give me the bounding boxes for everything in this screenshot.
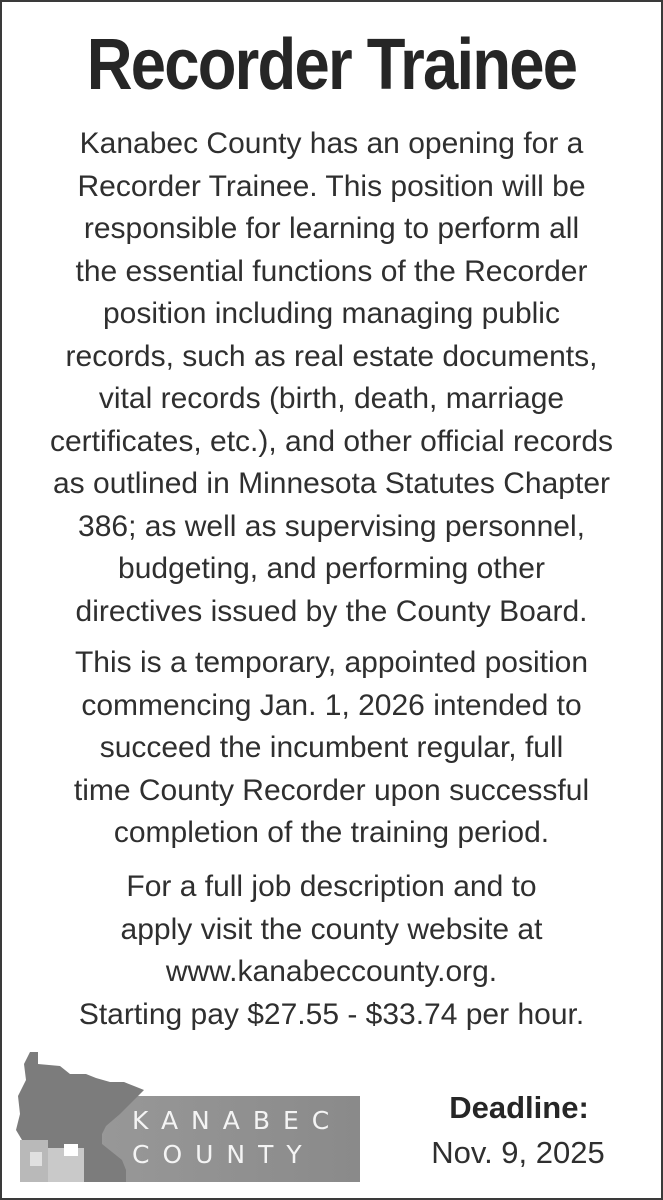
text-line: Kanabec County has an opening for a bbox=[79, 127, 584, 160]
position-terms-paragraph bbox=[16, 642, 647, 855]
text-line: vital records (birth, death, marriage bbox=[98, 382, 565, 415]
deadline-label: Deadline: bbox=[449, 1090, 589, 1125]
ad-title: Recorder Trainee bbox=[86, 25, 577, 105]
text-line: directives issued by the County Board. bbox=[75, 594, 588, 628]
website-link-text[interactable]: www.kanabeccounty.org. bbox=[165, 955, 498, 988]
description-paragraph bbox=[16, 123, 647, 633]
text-line: position including managing public bbox=[103, 297, 560, 330]
logo-text-line2: COUNTY bbox=[132, 1140, 315, 1169]
pay-range-text: Starting pay $27.55 - $33.74 per hour. bbox=[78, 997, 585, 1031]
text-line: responsible for learning to perform all bbox=[83, 212, 580, 245]
text-line: the essential functions of the Recorder bbox=[75, 254, 588, 288]
logo-text-line1: KANABEC bbox=[132, 1106, 343, 1135]
text-line: completion of the training period. bbox=[113, 816, 550, 849]
text-line: Recorder Trainee. This position will be bbox=[77, 169, 586, 203]
text-line: This is a temporary, appointed position bbox=[74, 646, 589, 679]
text-line: 386; as well as supervising personnel, bbox=[78, 509, 585, 543]
text-line: as outlined in Minnesota Statutes Chapter bbox=[52, 467, 610, 500]
text-line: succeed the incumbent regular, full bbox=[99, 731, 564, 764]
text-line: budgeting, and performing other bbox=[118, 552, 545, 585]
deadline-date: Nov. 9, 2025 bbox=[431, 1135, 605, 1170]
text-line: certificates, etc.), and other official records bbox=[49, 424, 614, 458]
text-line: For a full job description and to bbox=[126, 870, 537, 903]
text-line: commencing Jan. 1, 2026 intended to bbox=[81, 688, 582, 722]
text-line: records, such as real estate documents, bbox=[65, 339, 598, 373]
text-line: apply visit the county website at bbox=[120, 912, 543, 946]
text-line: time County Recorder upon successful bbox=[73, 773, 590, 807]
apply-info-paragraph bbox=[16, 866, 647, 1036]
